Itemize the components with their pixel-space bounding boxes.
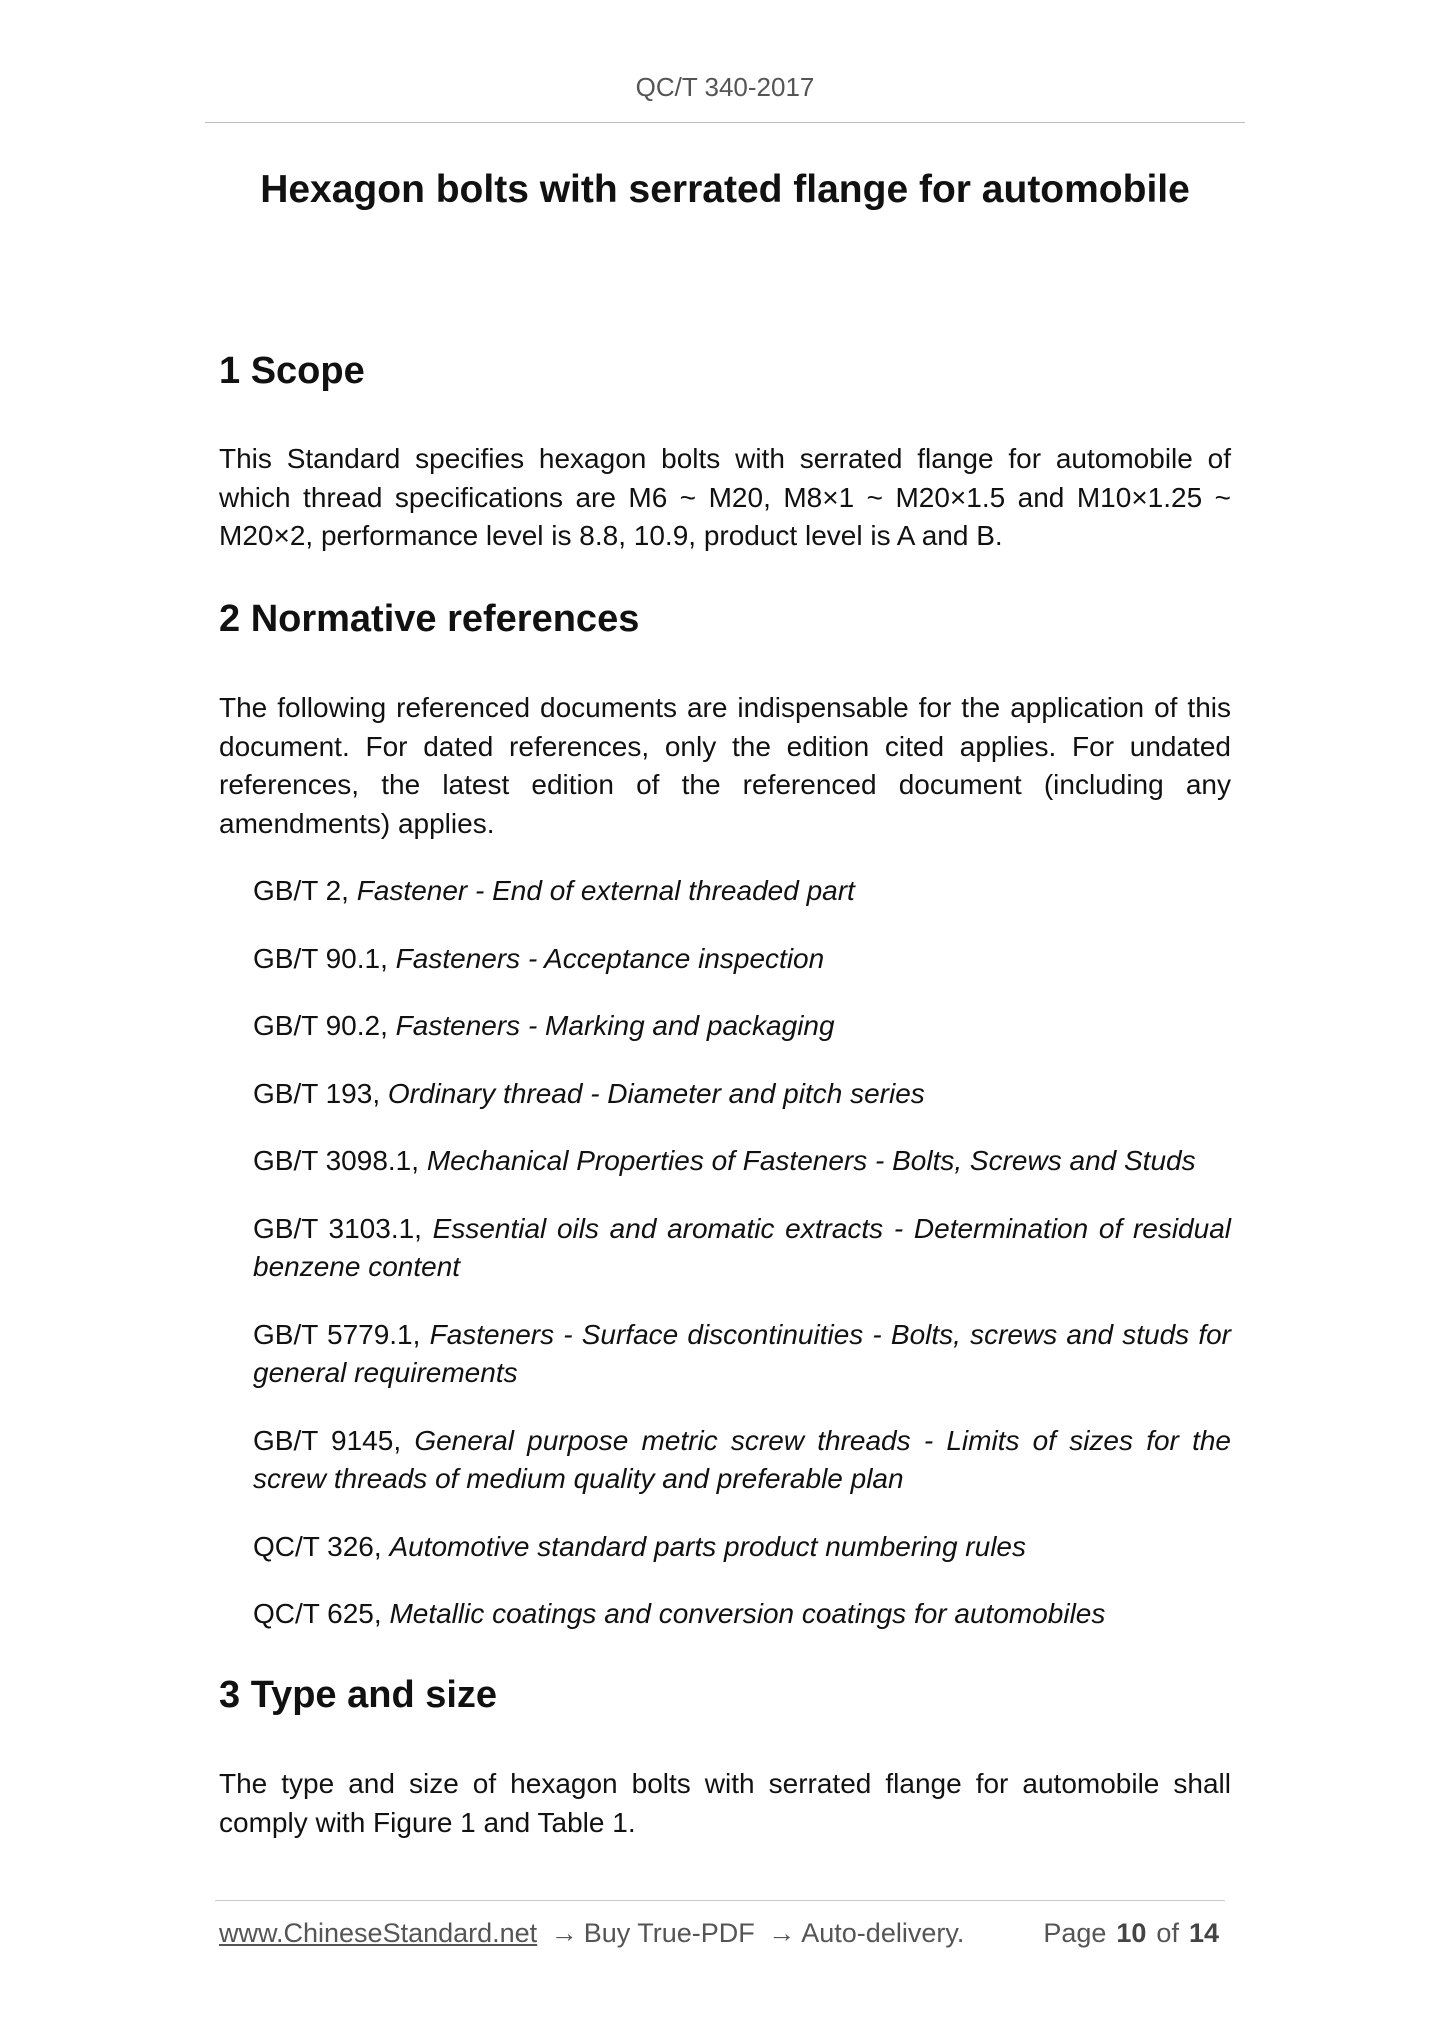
scope-paragraph: This Standard specifies hexagon bolts with serrated flange for automobile of which thread specifications are M6 ~ M20, M8×1 ~ M20×1.5 and M10×1.25 ~ M20×2, performance level is 8.8, 10.9, product level is A and B. [219,443,1231,551]
reference-item [253,872,1231,911]
reference-list [253,872,1231,1663]
header-divider [205,122,1245,123]
reference-title: Metallic coatings and conversion coatings for automobiles [389,1598,1106,1629]
reference-code: GB/T 5779.1, [253,1318,421,1350]
page-of-label: of [1156,1918,1179,1948]
reference-item [253,1595,1231,1634]
reference-code: GB/T 9145, [253,1424,402,1456]
reference-title: Mechanical Properties of Fasteners - Bolts, Screws and Studs [426,1145,1196,1176]
reference-item [253,940,1231,979]
reference-title: Fasteners - Marking and packaging [395,1010,835,1041]
reference-item [253,1075,1231,1114]
footer-step-buy: Buy True-PDF [583,1918,755,1948]
type-and-size-paragraph: The type and size of hexagon bolts with serrated flange for automobile shall comply with Figure 1 and Table 1. [219,1768,1231,1838]
document-title: Hexagon bolts with serrated flange for automobile [260,168,1190,211]
reference-code: QC/T 625, [253,1598,382,1629]
reference-title: Automotive standard parts product numbering rules [389,1530,1026,1562]
reference-code: GB/T 90.2, [253,1010,388,1041]
reference-title: General purpose metric screw threads - Limits of sizes for the screw threads of medium quality and preferable plan [253,1424,1231,1494]
section-heading-normative-references: 2 Normative references [219,598,640,640]
footer-divider [215,1900,1225,1901]
reference-title: Fasteners - Acceptance inspection [395,942,825,974]
reference-code: GB/T 2, [253,875,349,906]
document-code-header: QC/T 340-2017 [635,72,815,102]
reference-code: GB/T 90.1, [253,942,388,974]
reference-title: Essential oils and aromatic extracts - Determination of residual benzene content [253,1212,1231,1282]
page-label: Page [1043,1918,1107,1948]
website-link[interactable]: www.ChineseStandard.net [219,1918,538,1948]
reference-code: GB/T 193, [253,1077,381,1109]
reference-item [253,1142,1231,1181]
footer-step-delivery: Auto-delivery. [801,1918,965,1948]
page-current: 10 [1116,1918,1147,1948]
page-footer [219,1918,1229,1958]
reference-code: QC/T 326, [253,1530,382,1562]
reference-item [253,1210,1231,1287]
page-total: 14 [1188,1918,1219,1948]
page-indicator [1043,1918,1229,1949]
arrow-right-icon: → [550,1918,578,1948]
reference-title: Ordinary thread - Diameter and pitch series [387,1077,925,1109]
section-heading-type-and-size: 3 Type and size [219,1674,498,1716]
reference-item [253,1422,1231,1499]
reference-title: Fastener - End of external threaded part [356,875,855,906]
reference-code: GB/T 3103.1, [253,1212,422,1244]
reference-title: Fasteners - Surface discontinuities - Bolts, screws and studs for general requirements [253,1318,1232,1388]
reference-item [253,1528,1231,1567]
arrow-right-icon: → [768,1918,796,1948]
normative-references-paragraph: The following referenced documents are indispensable for the application of this document. For dated references, only the edition cited applies. For undated references, the latest edition of the referenced document (including any amendments) applies. [219,692,1231,839]
section-heading-scope: 1 Scope [219,350,365,392]
reference-item [253,1316,1231,1393]
reference-code: GB/T 3098.1, [253,1145,420,1176]
reference-item [253,1007,1231,1046]
